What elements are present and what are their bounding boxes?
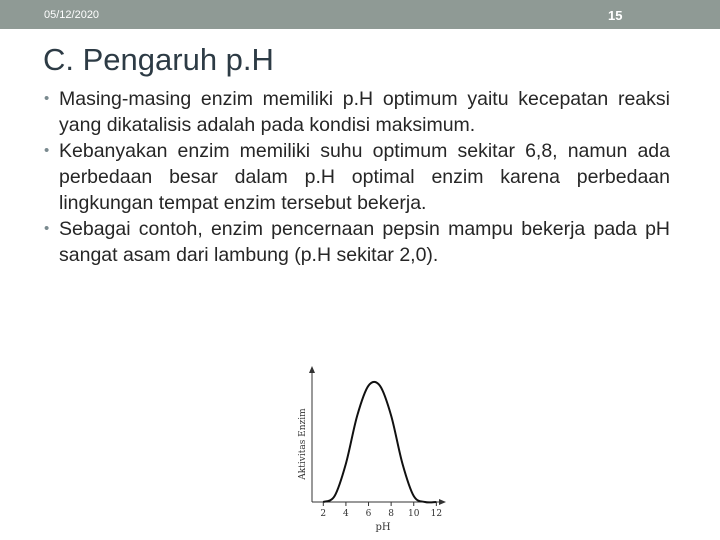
bullet-item: • Masing-masing enzim memiliki p.H optimum yaitu kecepatan reaksi yang dikatalisis adalah pada kondisi maksimum.: [44, 86, 670, 138]
x-tick-label: 8: [388, 509, 394, 519]
slide-title: C. Pengaruh p.H: [43, 42, 274, 77]
bullet-list: [44, 86, 670, 268]
page-number: 15: [608, 8, 623, 23]
ph-activity-chart: [290, 362, 450, 540]
bullet-item: • Kebanyakan enzim memiliki suhu optimum sekitar 6,8, namun ada perbedaan besar dalam p.H optimal enzim karena perbedaan lingkungan tempat enzim tersebut bekerja.: [44, 138, 670, 216]
x-tick-label: 6: [365, 509, 372, 519]
activity-curve: [323, 382, 436, 503]
header-bar: [0, 0, 720, 29]
slide-date: 05/12/2020: [44, 9, 100, 21]
x-axis-label: pH: [375, 522, 391, 533]
x-tick-label: 12: [430, 509, 443, 519]
x-ticks: [320, 502, 442, 519]
x-axis-arrow: [439, 499, 446, 505]
x-tick-label: 10: [408, 509, 420, 519]
x-tick-label: 4: [343, 509, 349, 519]
x-tick-label: 2: [320, 509, 327, 519]
bullet-item: • Sebagai contoh, enzim pencernaan pepsin mampu bekerja pada pH sangat asam dari lambung (p.H sekitar 2,0).: [44, 216, 670, 268]
y-axis-label: Aktivitas Enzim: [298, 408, 308, 480]
y-axis-arrow: [309, 366, 315, 373]
